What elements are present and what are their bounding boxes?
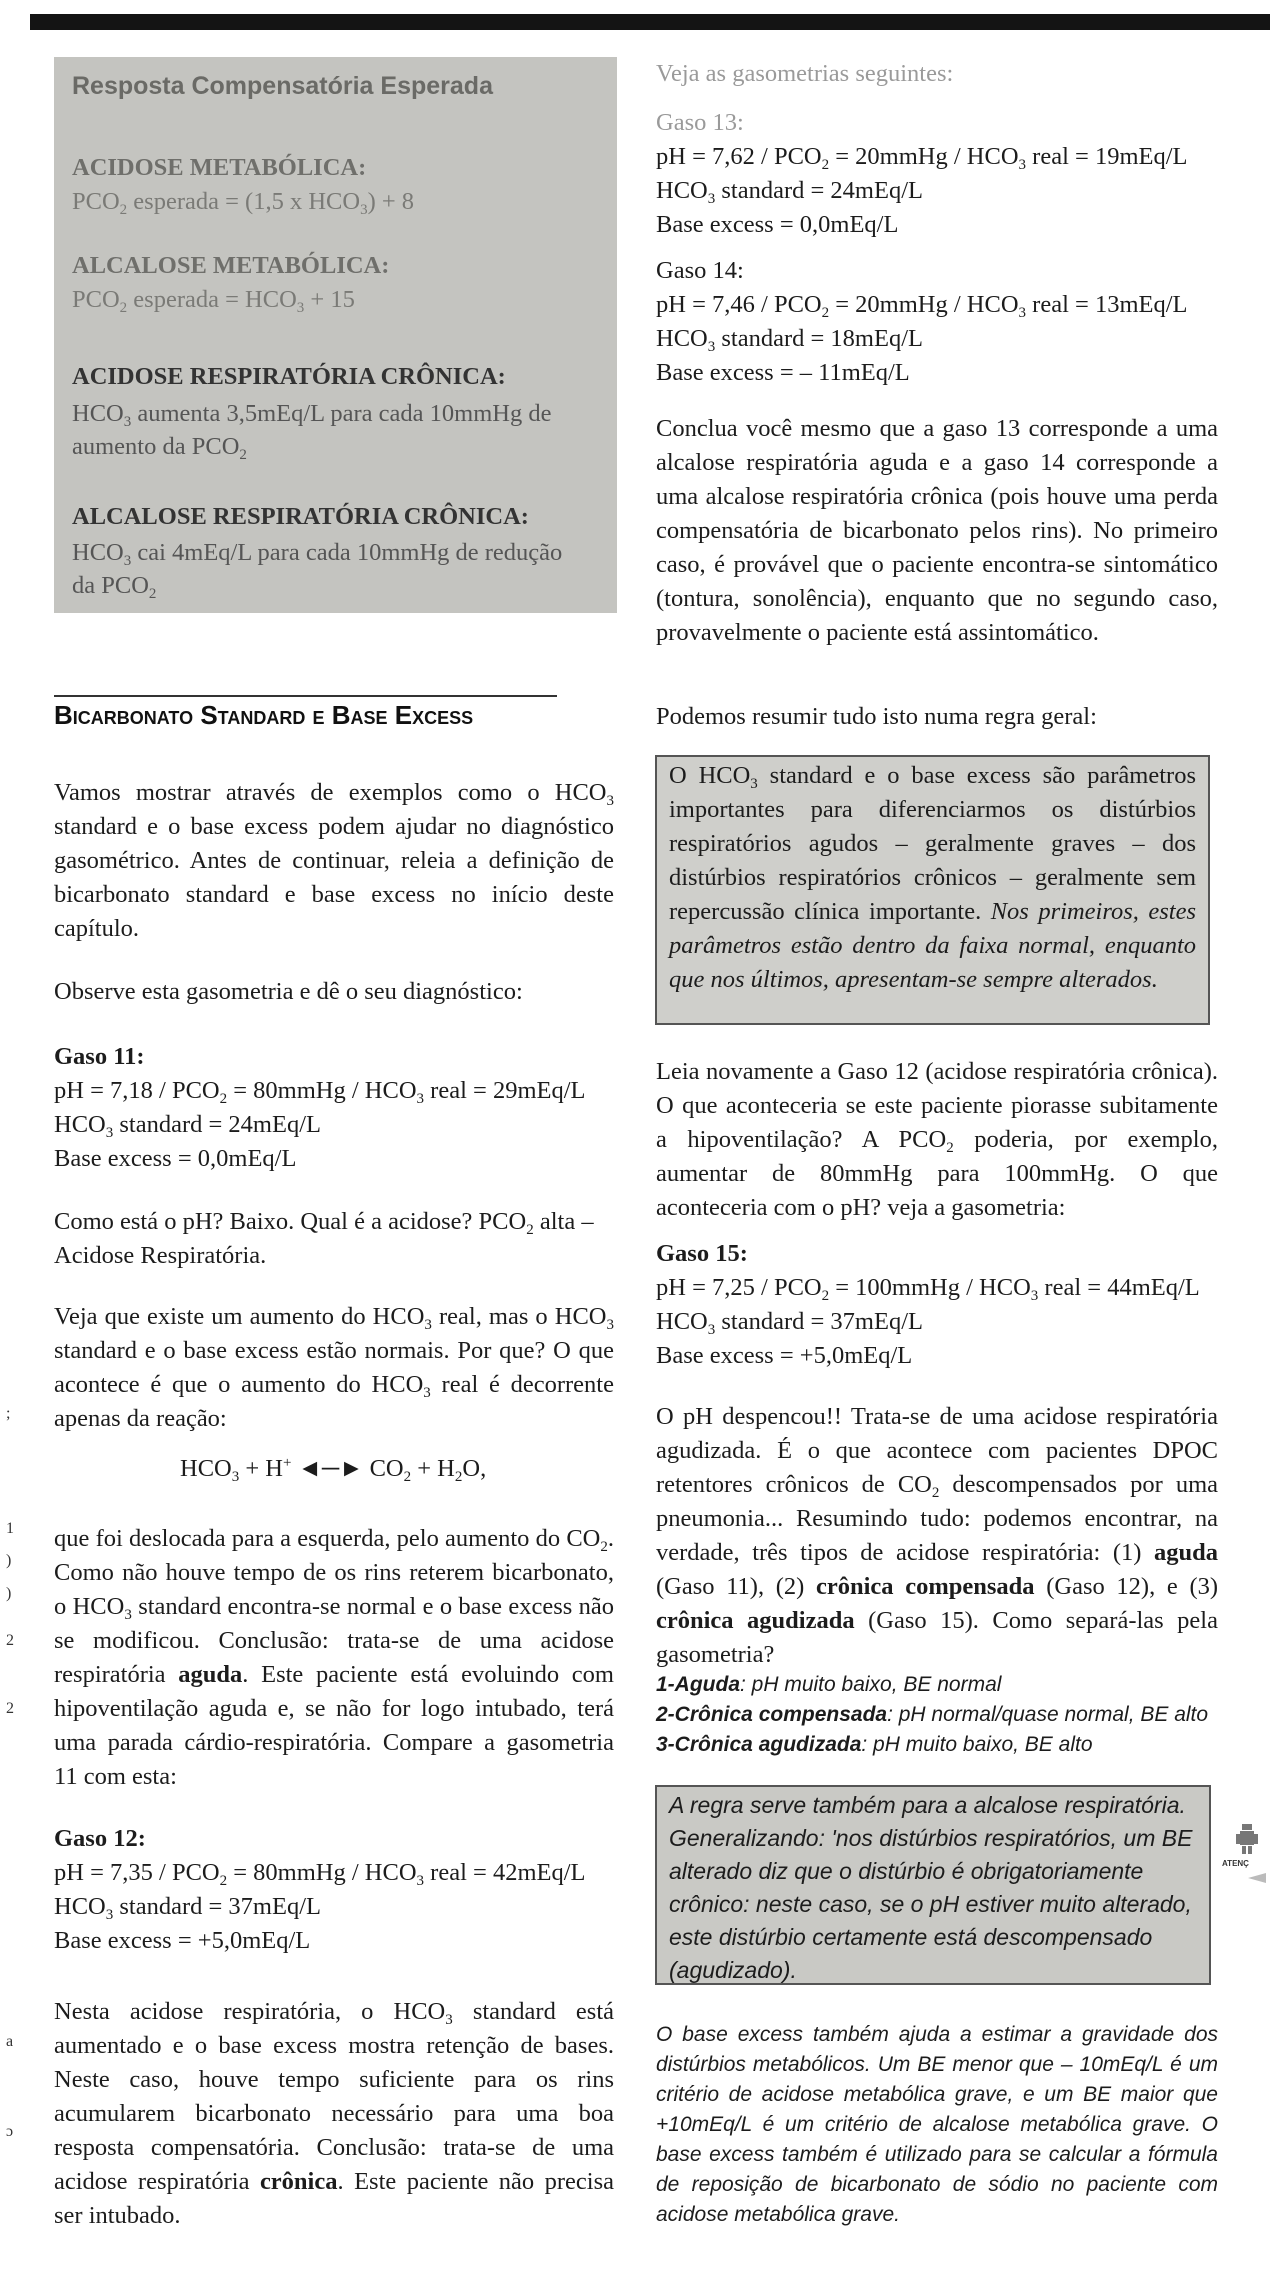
right-paragraph-agudizada: O pH despencou!! Trata-se de uma acidose respiratória agudizada. É o que acontece com pacientes DPOC retentores crônicos de $CO_2$ descompensados por uma pneumonia... Resumindo tudo: podemos encontrar, na verdade, três tipos de acidose respiratória: (1) aguda (Gaso 11), (2) crônica compensada (Gaso 12), e (3) crônica agudizada (Gaso 15). Como separá-las pela gasometria? [656, 1403, 1219, 1668]
margin-mark: ɔ [6, 2123, 14, 2140]
right-intro: Veja as gasometrias seguintes: [656, 60, 954, 87]
gaso-11: Gaso 11: pH = $7,18 / PCO_2$ = 80mmHg / $HCO_3$ real = 29mEq/L $HCO_3$ standard = 24mEq/L Base excess = 0,0mEq/L [54, 1043, 586, 1172]
right-conclusion: Conclua você mesmo que a gaso 13 corresponde a uma alcalose respiratória aguda e a gaso 14 corresponde a uma alcalose respiratória crônica (pois houve uma perda compensatória de bicarbonato pelos rins). No primeiro caso, é provável que o paciente encontra-se sintomático (tontura, sonolência), enquanto que no segundo caso, provavelmente o paciente está assintomático. [656, 415, 1218, 646]
acidose-respiratoria-cronica-heading: ACIDOSE RESPIRATÓRIA CRÔNICA: [72, 363, 506, 390]
generalization-box: A regra serve também para a alcalose respiratória. Generalizando: 'nos distúrbios respiratórios, um BE alterado diz que o distúrbio é obrigatoriamente crônico: neste caso, se o pH estiver muito alterado, este distúrbio certamente está descompensado (agudizado). [655, 1785, 1211, 1985]
rule-item: 2-Crônica compensada: pH normal/quase normal, BE alto [656, 1703, 1209, 1726]
right-paragraph-reread: Leia novamente a Gaso 12 (acidose respiratória crônica). O que aconteceria se este paciente piorasse subitamente a hipoventilação? A $PCO_2$ poderia, por exemplo, aumentar de 80mmHg para 100mmHg. O que aconteceria com o pH? veja a gasometria: [656, 1058, 1218, 1221]
left-question-ph: Como está o pH? Baixo. Qual é a acidose? $PCO_2$ alta – Acidose Respiratória. [54, 1208, 594, 1269]
rule-box: O $HCO_3$ standard e o base excess são parâmetros importantes para diferenciarmos os distúrbios respiratórios agudos – geralmente graves – dos distúrbios respiratórios crônicos – geralmente sem repercussão clínica importante. Nos primeiros, estes parâmetros estão dentro da faixa normal, enquanto que nos últimos, apresentam-se sempre alterados. [655, 755, 1210, 1025]
rule-item: 1-Aguda: pH muito baixo, BE normal [656, 1673, 1002, 1696]
atencao-icon [1222, 1820, 1266, 1884]
compensation-box [54, 57, 617, 613]
acidose-metabolica-heading: ACIDOSE METABÓLICA: [72, 154, 367, 181]
margin-mark: 2 [6, 1632, 14, 1649]
top-rule [30, 14, 1270, 30]
left-observe: Observe esta gasometria e dê o seu diagnóstico: [54, 978, 523, 1005]
left-paragraph-reaction: Veja que existe um aumento do $HCO_3$ real, mas o $HCO_3$ standard e o base excess estão normais. Por que? O que acontece é que o aumento do $HCO_3$ real é decorrente apenas da reação: [54, 1303, 614, 1432]
gaso-15: Gaso 15: pH = $7,25 / PCO_2$ = 100mmHg / $HCO_3$ real = 44mEq/L $HCO_3$ standard = 37mEq/L Base excess = +5,0mEq/L [656, 1240, 1200, 1369]
gaso-12: Gaso 12: pH = $7,35 / PCO_2$ = 80mmHg / $HCO_3$ real = 42mEq/L $HCO_3$ standard = 37mEq/L Base excess = +5,0mEq/L [54, 1825, 586, 1954]
gaso-13: Gaso 13: pH = $7,62 / PCO_2$ = 20mmHg / $HCO_3$ real = 19mEq/L $HCO_3$ standard = 24mEq/L Base excess = 0,0mEq/L [656, 109, 1188, 238]
right-rule-intro: Podemos resumir tudo isto numa regra geral: [656, 703, 1097, 730]
reaction-formula: $HCO_3 + H^+$ ◄─► $CO_2 + H_2O$, [180, 1455, 487, 1485]
margin-mark: 2 [6, 1700, 14, 1717]
left-intro: Vamos mostrar através de exemplos como o $HCO_3$ standard e o base excess podem ajudar no diagnóstico gasométrico. Antes de continuar, releia a definição de bicarbonato standard e base excess no início deste capítulo. [54, 779, 614, 942]
margin-mark: a [6, 2033, 14, 2050]
margin-mark: ) [6, 1585, 12, 1602]
margin-mark: ) [6, 1552, 12, 1569]
acidose-respiratoria-cronica-text: $HCO_3$ aumenta 3,5mEq/L para cada 10mmHg de aumento da $PCO_2$ [72, 400, 552, 463]
section-heading: Bicarbonato Standard e Base Excess [54, 700, 474, 730]
margin-mark: ; [6, 1405, 11, 1422]
left-paragraph-acute: que foi deslocada para a esquerda, pelo aumento do $CO_2$. Como não houve tempo de os rins reterem bicarbonato, o $HCO_3$ standard encontra-se normal e o base excess não se modificou. Conclusão: trata-se de uma acidose respiratória aguda. Este paciente está evoluindo com hipoventilação aguda e, se não for logo intubado, terá uma parada cárdio-respiratória. Compare a gasometria 11 com esta: [54, 1525, 614, 1790]
margin-mark: 1 [6, 1520, 14, 1537]
alcalose-respiratoria-cronica-heading: ALCALOSE RESPIRATÓRIA CRÔNICA: [72, 503, 529, 530]
left-paragraph-chronic: Nesta acidose respiratória, o $HCO_3$ standard está aumentado e o base excess mostra retenção de bases. Neste caso, houve tempo suficiente para os rins acumularem bicarbonato necessário para uma boa resposta compensatória. Conclusão: trata-se de uma acidose respiratória crônica. Este paciente não precisa ser intubado. [54, 1998, 615, 2229]
rules-list [656, 1670, 1218, 1760]
alcalose-respiratoria-cronica-text: $HCO_3$ cai 4mEq/L para cada 10mmHg de redução da $PCO_2$ [72, 539, 563, 602]
section-rule [54, 695, 557, 697]
acidose-metabolica-formula: $PCO_2$ esperada = (1,5 x $HCO_3) + 8$ [72, 188, 415, 218]
compensation-title: Resposta Compensatória Esperada [72, 72, 493, 100]
alcalose-metabolica-formula: $PCO_2$ esperada = $HCO_3 + 15$ [72, 286, 355, 316]
rule-item: 3-Crônica agudizada: pH muito baixo, BE alto [656, 1733, 1093, 1756]
svg-text:ATENÇ: ATENÇ [1222, 1859, 1249, 1868]
alcalose-metabolica-heading: ALCALOSE METABÓLICA: [72, 252, 390, 279]
gaso-14: Gaso 14: pH = $7,46 / PCO_2$ = 20mmHg / $HCO_3$ real = 13mEq/L $HCO_3$ standard = 18mEq/L Base excess = – 11mEq/L [656, 257, 1188, 386]
right-closing-paragraph: O base excess também ajuda a estimar a gravidade dos distúrbios metabólicos. Um BE menor que – 10mEq/L é um critério de acidose metabólica grave, e um BE maior que +10mEq/L é um critério de alcalose metabólica grave. O base excess também é utilizado para se calcular a fórmula de reposição de bicarbonato de sódio no paciente com acidose metabólica grave. [656, 2023, 1218, 2226]
